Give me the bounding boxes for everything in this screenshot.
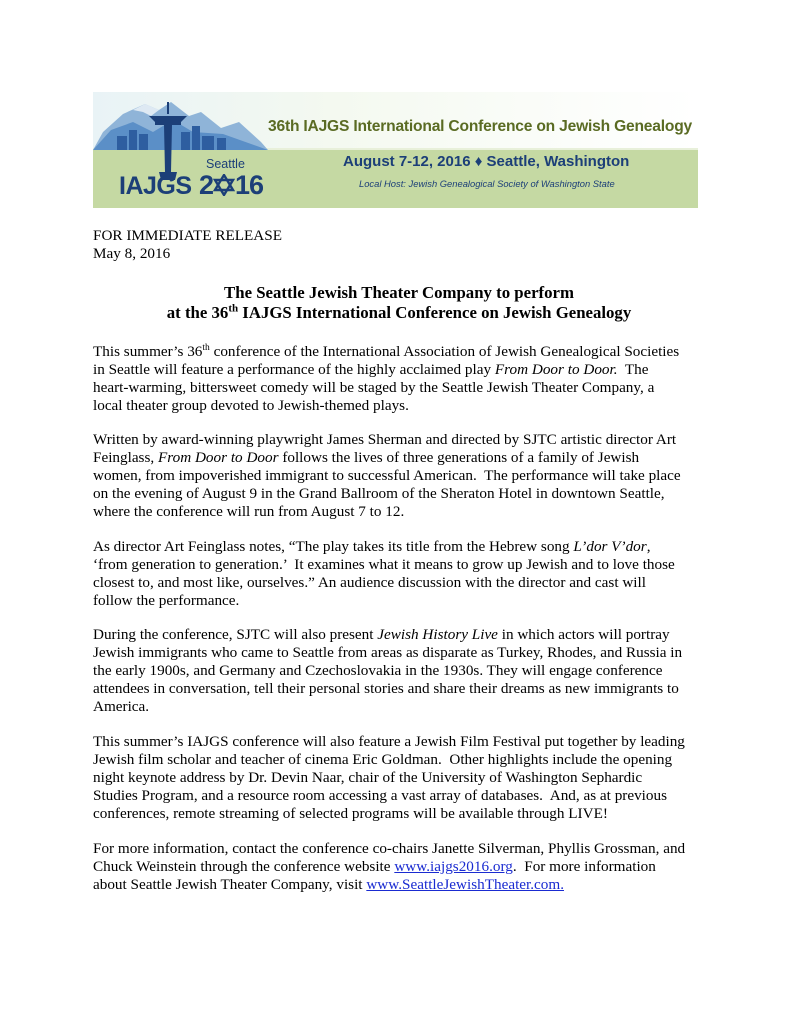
conference-banner: [93, 92, 698, 208]
text-run: in which actors will portray: [497, 626, 670, 643]
banner-conference-dates: August 7-12, 2016 ♦ Seattle, Washington: [343, 153, 630, 170]
text-run: The: [617, 360, 649, 378]
paragraph-line: ‘from generation to generation.’ It examines what it means to grow up Jewish and to love those: [93, 555, 675, 573]
paragraph-line: America.: [93, 697, 150, 715]
logo-org: IAJGS: [119, 172, 192, 200]
paragraph-line: on the evening of August 9 in the Grand Ballroom of the Sheraton Hotel in downtown Seattle,: [93, 484, 665, 502]
paragraph-3: [93, 538, 705, 610]
headline-line-2-suffix: IAJGS International Conference on Jewish Genealogy: [238, 303, 632, 322]
paragraph-4: [93, 626, 705, 716]
headline-line-2: [93, 303, 705, 323]
conference-website-link[interactable]: www.iajgs2016.org: [394, 857, 513, 875]
paragraph-line: [93, 858, 705, 876]
paragraph-line: Jewish film scholar and teacher of cinema Eric Goldman. Other highlights include the opening: [93, 750, 673, 768]
text-run: ,: [646, 538, 651, 555]
text-run: During the conference, SJTC will also present: [93, 626, 378, 643]
paragraph-line: closest to, and most like, ourselves.” An audience discussion with the director and cast will: [93, 573, 646, 591]
ordinal-suffix: th: [202, 342, 210, 353]
release-label: FOR IMMEDIATE RELEASE: [93, 227, 282, 244]
text-run: conference of the International Association of Jewish Genealogical Societies: [209, 343, 680, 360]
paragraph-line: Jewish immigrants who came to Seattle from areas as disparate as Turkey, Rhodes, and Russia in: [93, 643, 683, 661]
logo-year-prefix: 2: [199, 170, 214, 200]
text-run: This summer’s 36: [93, 343, 203, 360]
paragraph-line: [93, 361, 705, 379]
banner-local-host: Local Host: Jewish Genealogical Society of Washington State: [359, 178, 615, 189]
text-run: As director Art Feinglass notes, “The play takes its title from the Hebrew song: [93, 538, 574, 555]
paragraph-line: heart-warming, bittersweet comedy will be staged by the Seattle Jewish Theater Company, a: [93, 378, 655, 396]
paragraph-line: conferences, remote streaming of selected programs will be available through LIVE!: [93, 804, 608, 822]
song-title: L’dor V’dor: [573, 538, 647, 555]
paragraph-2: [93, 431, 705, 521]
headline: [93, 283, 705, 323]
headline-line-1: The Seattle Jewish Theater Company to perform: [224, 283, 574, 302]
paragraph-line: This summer’s IAJGS conference will also feature a Jewish Film Festival put together by leading: [93, 733, 685, 750]
text-run: in Seattle will feature a performance of the highly acclaimed play: [93, 360, 495, 378]
paragraph-line: the early 1900s, and Germany and Czechoslovakia in the 1930s. They will engage conference: [93, 661, 663, 679]
paragraph-line: where the conference will run from August 7 to 12.: [93, 502, 405, 520]
paragraph-line: [93, 626, 705, 644]
paragraph-line: [93, 538, 705, 556]
text-run: follows the lives of three generations of a family of Jewish: [278, 448, 640, 466]
play-title: From Door to Door.: [494, 360, 618, 378]
logo-city: Seattle: [206, 157, 245, 171]
paragraph-line: local theater group devoted to Jewish-themed plays.: [93, 396, 409, 414]
text-run: Feinglass,: [93, 448, 158, 466]
headline-ordinal: th: [228, 302, 239, 315]
logo-year-suffix: 16: [235, 170, 264, 200]
paragraph-line: [93, 876, 705, 894]
headline-line-2-prefix: at the 36: [166, 303, 229, 322]
logo-year: [199, 170, 263, 201]
paragraph-line: follow the performance.: [93, 591, 240, 609]
paragraph-line: women, from impoverished immigrant to successful American. The performance will take place: [93, 466, 681, 484]
text-run: about Seattle Jewish Theater Company, visit: [93, 875, 367, 893]
text-run: Chuck Weinstein through the conference website: [93, 857, 395, 875]
paragraph-6: [93, 840, 705, 894]
theater-website-link[interactable]: www.SeattleJewishTheater.com.: [366, 875, 564, 893]
paragraph-line: [93, 343, 705, 361]
paragraph-line: [93, 449, 705, 467]
paragraph-1: [93, 343, 705, 415]
paragraph-5: [93, 733, 705, 823]
paragraph-line: attendees in conversation, tell their personal stories and share their dreams as new immigrants to: [93, 679, 679, 697]
paragraph-line: night keynote address by Dr. Devin Naar, chair of the University of Washington Sephardic: [93, 768, 643, 786]
play-title: From Door to Door: [157, 448, 279, 466]
star-of-david-icon: [213, 174, 235, 196]
paragraph-line: For more information, contact the conference co-chairs Janette Silverman, Phyllis Grossman, and: [93, 840, 686, 857]
release-block: [93, 227, 705, 263]
banner-conference-title: 36th IAJGS International Conference on Jewish Genealogy: [268, 118, 692, 135]
text-run: . For more information: [512, 857, 656, 875]
paragraph-line: Written by award-winning playwright James Sherman and directed by SJTC artistic director Art: [93, 431, 677, 448]
paragraph-line: Studies Program, and a resource room accessing a vast array of databases. And, as at previous: [93, 786, 667, 804]
program-title: Jewish History Live: [377, 626, 498, 643]
release-date: May 8, 2016: [93, 244, 171, 262]
